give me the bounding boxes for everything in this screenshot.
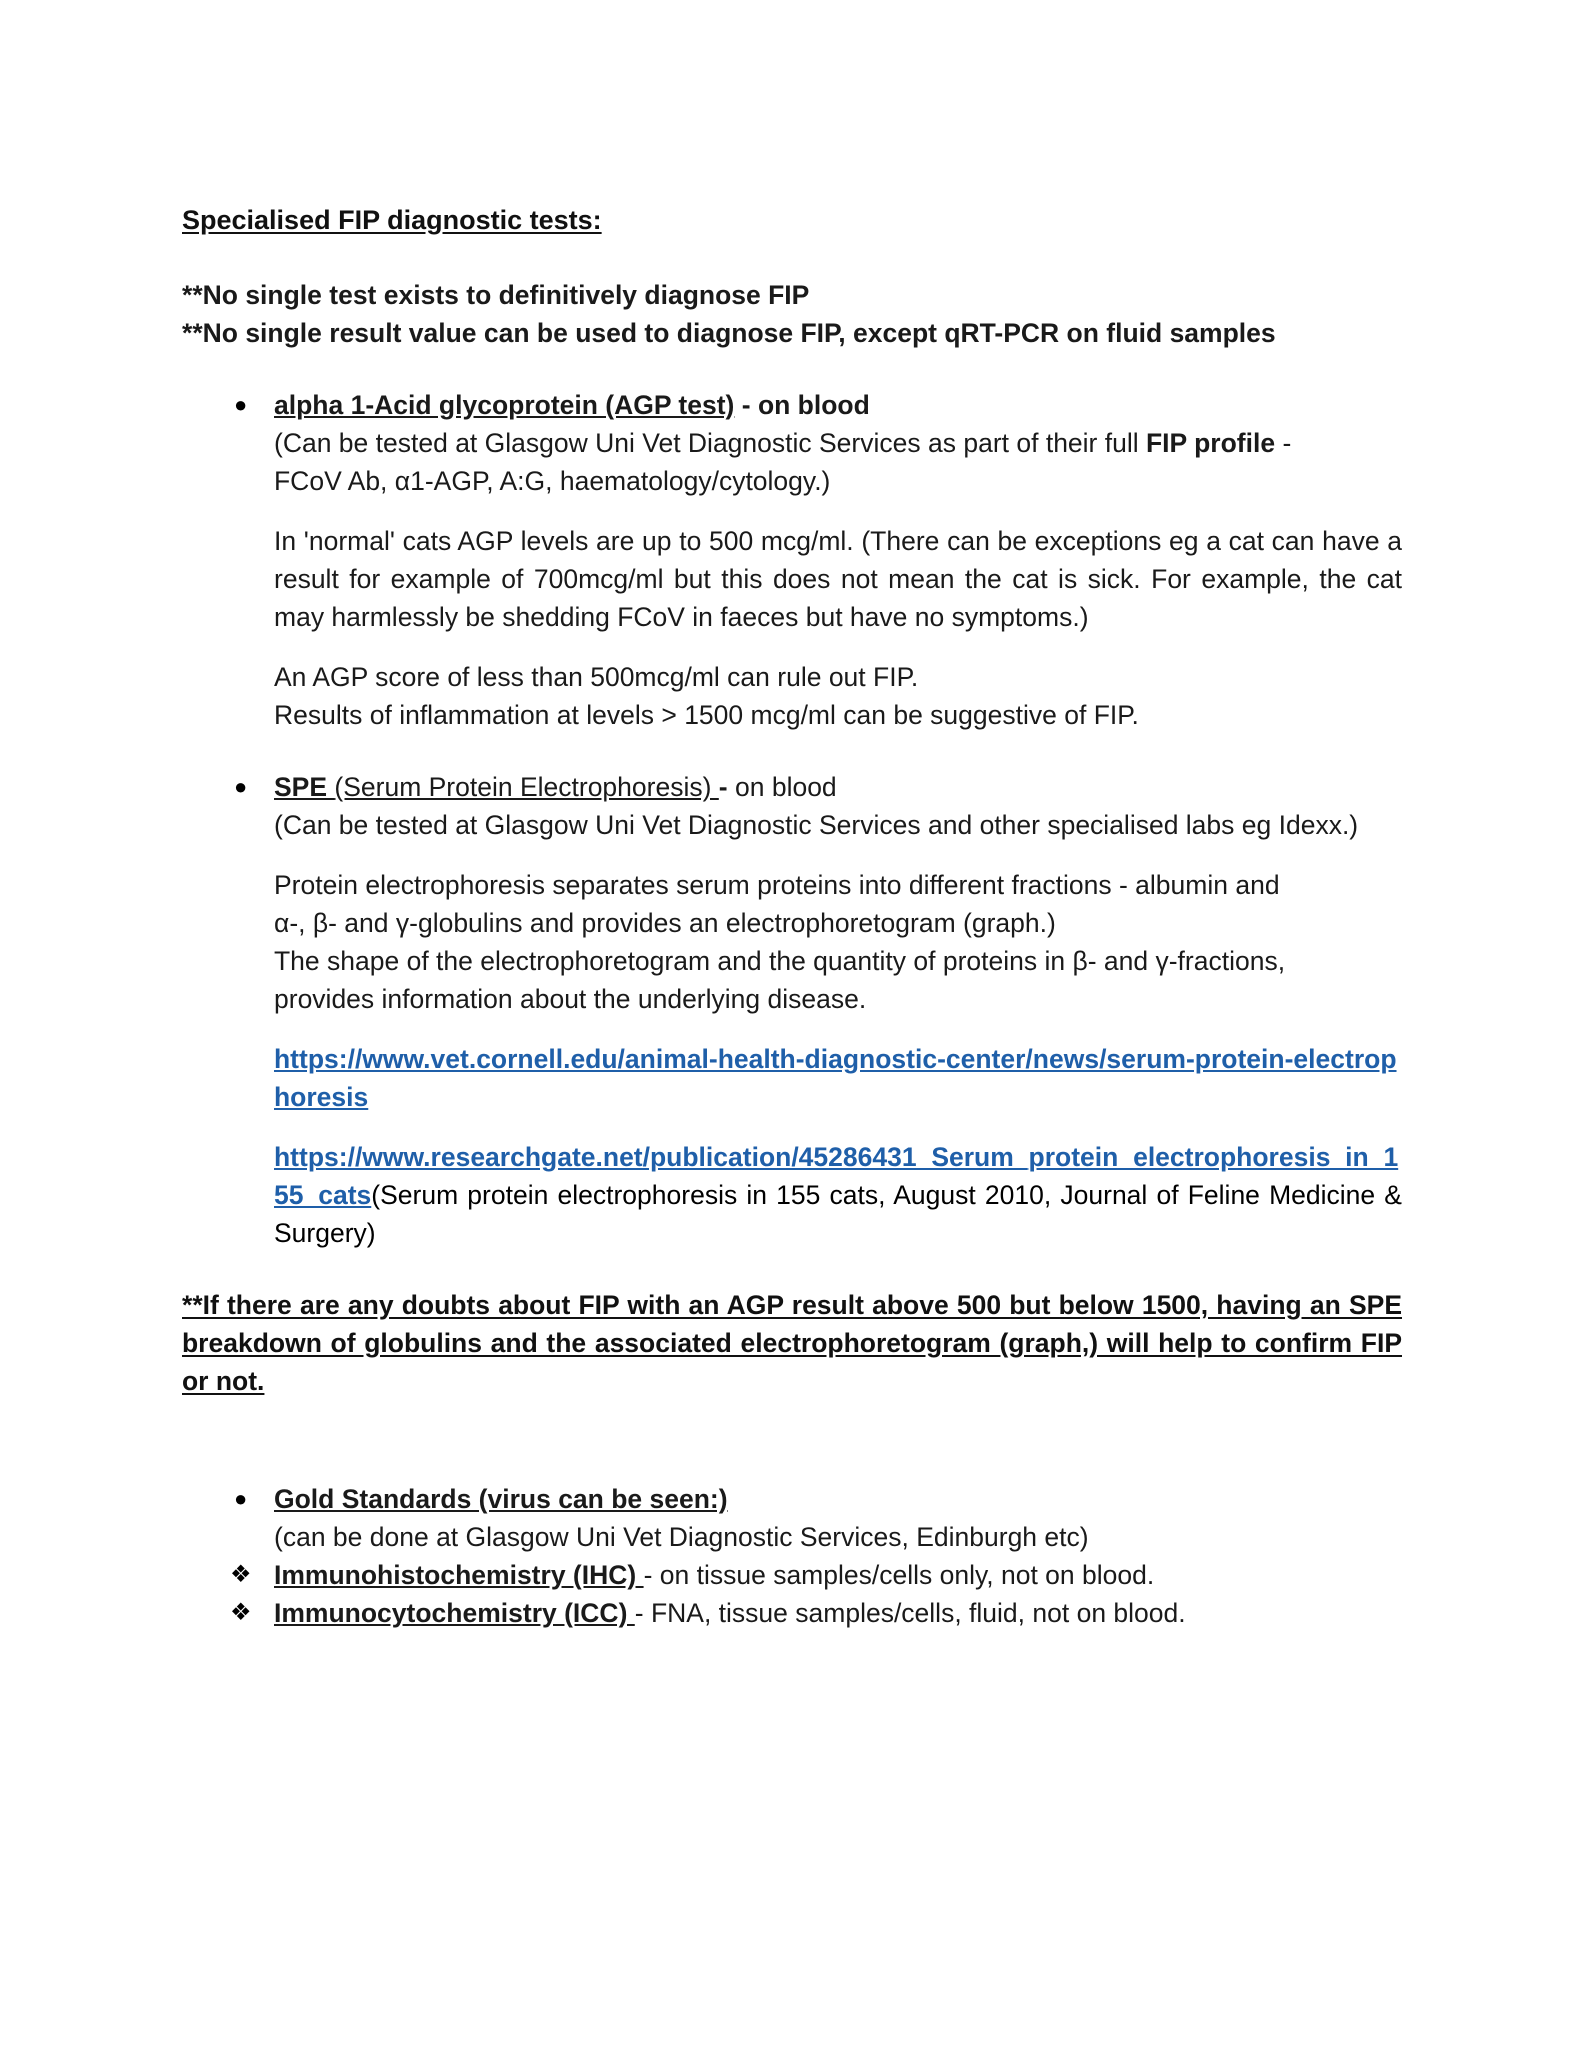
list-item-icc — [182, 1594, 1402, 1632]
icc-detail: - FNA, tissue samples/cells, fluid, not on blood. — [634, 1598, 1186, 1628]
spacer — [182, 236, 1402, 276]
link-block-cornell — [182, 1040, 1402, 1116]
link-researchgate-155-cats[interactable]: https://www.researchgate.net/publication/45286431_Serum_protein_electrophoresis_in_155_cats — [274, 1142, 1399, 1210]
spacer — [182, 1116, 1402, 1138]
gold-standards-note: (can be done at Glasgow Uni Vet Diagnostic Services, Edinburgh etc) — [274, 1522, 1089, 1552]
spacer — [182, 1440, 1402, 1480]
list-item-content — [274, 768, 1402, 806]
bullet-diamond-icon: ❖ — [230, 1599, 252, 1626]
agp-source-line-1: (Can be tested at Glasgow Uni Vet Diagnostic Services as part of their full — [274, 428, 1146, 458]
fip-profile-bold: FIP profile — [1145, 428, 1276, 458]
list-item-content — [274, 1480, 1402, 1518]
note-line-2: **No single result value can be used to diagnose FIP, except qRT-PCR on fluid samples — [182, 318, 1276, 348]
document-body — [182, 205, 1402, 1632]
spacer — [182, 500, 1402, 522]
agp-source-note — [182, 424, 1402, 500]
gold-standards-title: Gold Standards (virus can be seen:) — [274, 1484, 728, 1514]
spacer — [182, 1252, 1402, 1286]
spe-paragraph-line-2: α-, β- and γ-globulins and provides an electrophoretogram (graph.) — [274, 908, 1056, 938]
list-item-content — [274, 1556, 1402, 1594]
list-item-content — [274, 386, 1402, 424]
spe-paragraph-line-3: The shape of the electrophoretogram and the quantity of proteins in β- and γ-fractions, — [274, 946, 1286, 976]
agp-title-suffix: - on blood — [734, 390, 870, 420]
spe-title-expanded: (Serum Protein Electrophoresis) — [334, 772, 719, 802]
spe-title-abbr: SPE — [274, 772, 335, 802]
link-researchgate-caption: (Serum protein electrophoresis in 155 cats, August 2010, Journal of Feline Medicine & Surgery) — [274, 1180, 1402, 1248]
link-cornell-electrophoresis[interactable]: https://www.vet.cornell.edu/animal-health-diagnostic-center/news/serum-protein-electrophoresis — [274, 1044, 1397, 1112]
spacer — [182, 1400, 1402, 1440]
spe-paragraph-line-1: Protein electrophoresis separates serum proteins into different fractions - albumin and — [274, 870, 1280, 900]
bullet-dot-icon: ● — [234, 774, 248, 799]
list-item-gold-standards — [182, 1480, 1402, 1518]
spe-title-suffix: on blood — [727, 772, 837, 802]
spacer — [182, 1018, 1402, 1040]
spe-paragraph — [182, 866, 1402, 1018]
spe-title-dash: - — [718, 772, 728, 802]
list-item-ihc — [182, 1556, 1402, 1594]
icc-title: Immunocytochemistry (ICC) — [274, 1598, 635, 1628]
agp-suggestive-line: Results of inflammation at levels > 1500 mcg/ml can be suggestive of FIP. — [274, 700, 1139, 730]
list-item-content — [274, 1594, 1402, 1632]
spacer — [182, 636, 1402, 658]
emphasis-paragraph: **If there are any doubts about FIP with an AGP result above 500 but below 1500, having an SPE breakdown of globulins and the associated electrophoretogram (graph,) will help to confirm FIP or not. — [182, 1290, 1402, 1396]
spe-paragraph-line-4: provides information about the underlying disease. — [274, 984, 867, 1014]
page-title: Specialised FIP diagnostic tests: — [182, 205, 602, 235]
list-item-agp — [182, 386, 1402, 424]
bullet-dot-icon: ● — [234, 1486, 248, 1511]
ihc-detail: - on tissue samples/cells only, not on blood. — [643, 1560, 1155, 1590]
agp-source-line-1-end: - — [1275, 428, 1292, 458]
agp-rule-out-line: An AGP score of less than 500mcg/ml can rule out FIP. — [274, 662, 919, 692]
agp-source-line-2: FCoV Ab, α1-AGP, A:G, haematology/cytology.) — [274, 466, 831, 496]
agp-title: alpha 1-Acid glycoprotein (AGP test) — [274, 390, 735, 420]
link-block-researchgate — [182, 1138, 1402, 1252]
bullet-diamond-icon: ❖ — [230, 1561, 252, 1588]
spacer — [182, 734, 1402, 768]
spacer — [182, 844, 1402, 866]
agp-paragraph: In 'normal' cats AGP levels are up to 500 mcg/ml. (There can be exceptions eg a cat can have a result for example of 700mcg/ml but this does not mean the cat is sick. For example, the cat may harmlessly be shedding FCoV in faeces but have no symptoms.) — [274, 526, 1402, 632]
ihc-title: Immunohistochemistry (IHC) — [274, 1560, 644, 1590]
bullet-dot-icon: ● — [234, 392, 248, 417]
note-line-1: **No single test exists to definitively diagnose FIP — [182, 280, 810, 310]
list-item-spe — [182, 768, 1402, 806]
spe-source-note: (Can be tested at Glasgow Uni Vet Diagnostic Services and other specialised labs eg Idexx.) — [274, 810, 1359, 840]
spacer — [182, 352, 1402, 386]
